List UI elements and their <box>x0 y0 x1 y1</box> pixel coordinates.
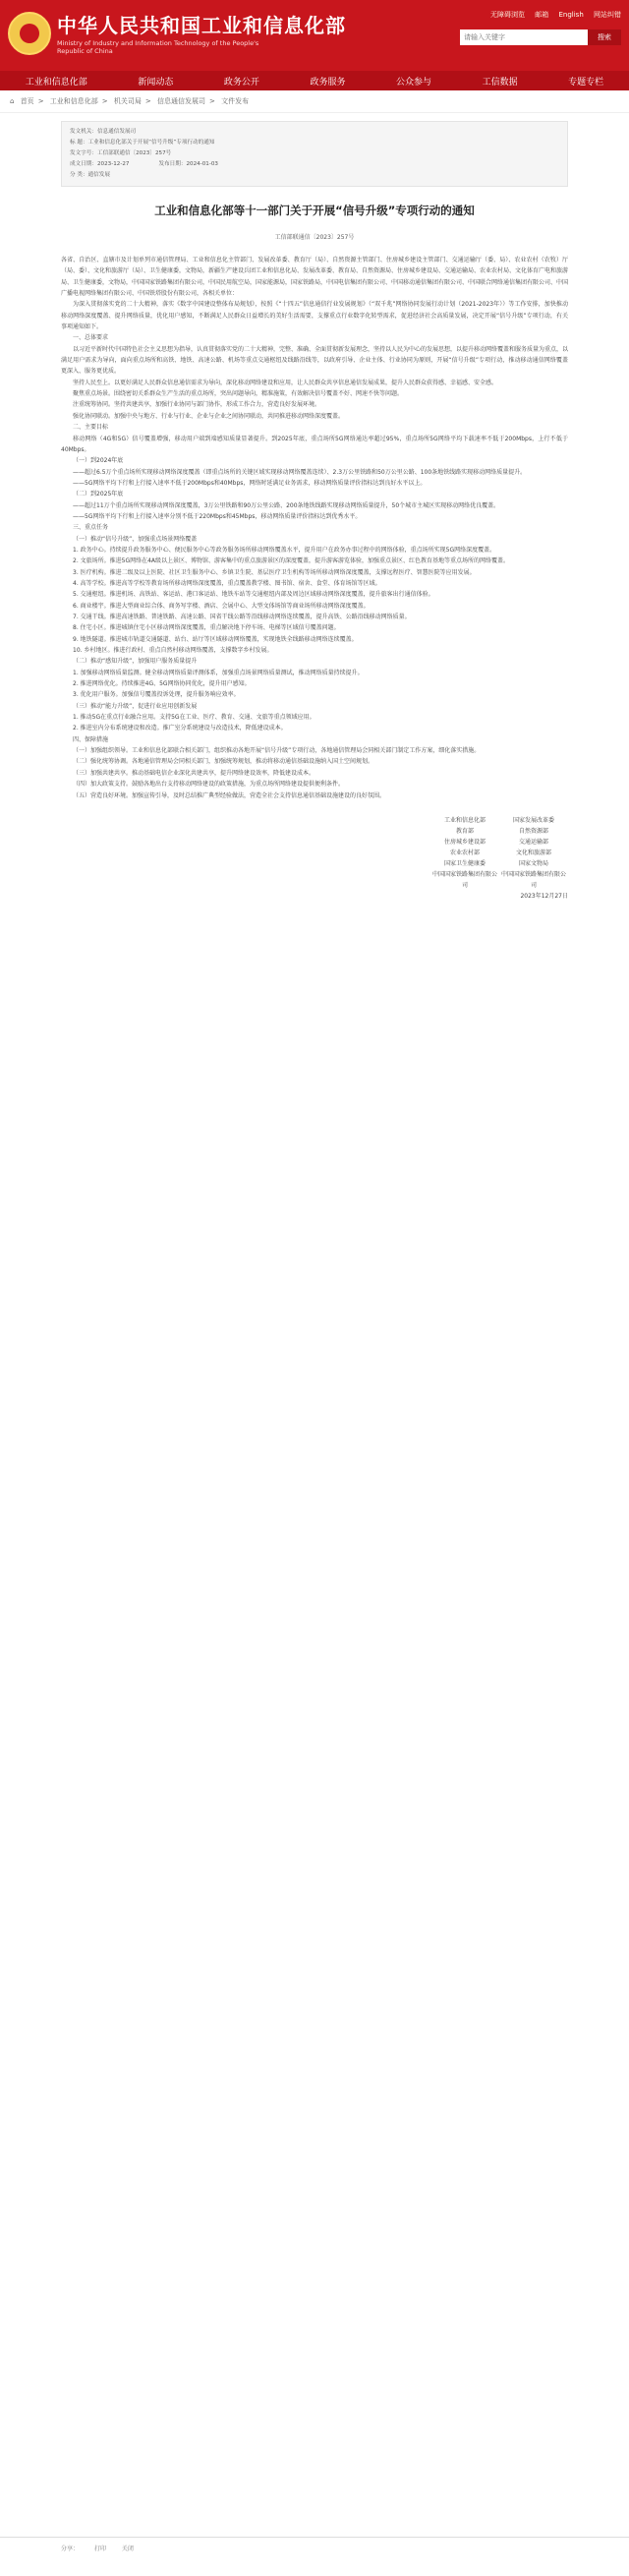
paragraph: 1. 推动5G在重点行业融合应用。支持5G在工业、医疗、教育、交通、文旅等重点领域应用。 <box>73 714 315 722</box>
signer: 中国国家铁路集团有限公司 <box>431 870 497 889</box>
nav-public[interactable]: 公众参与 <box>396 77 432 88</box>
signer: 农业农村部 <box>449 849 480 856</box>
share-label: 分享： <box>61 2546 80 2552</box>
signer: 文化和旅游部 <box>515 849 551 856</box>
paragraph: （一）推动“信号升级”，加强重点场景网络覆盖 <box>73 535 198 543</box>
paragraph: 强化协同联动。加强中央与地方、行业与行业、企业与企业之间协同联动，共同推进移动网络深度覆盖。 <box>73 412 345 420</box>
breadcrumb-dept[interactable]: 信息通信发展司 <box>157 97 206 105</box>
paragraph: 各省、自治区、直辖市及计划单列市通信管理局、工业和信息化主管部门、发展改革委、教育厅（局）、自然资源主管部门、住房城乡建设主管部门、交通运输厅（委、局）、农业农村（农牧）厅（局、委）、文化和旅游厅（局）、卫生健康委，文物局，新疆生产建设兵团工业和信息化局、发展改革委、教育局、自然资源局、住房城乡建设局、交通运输局、农业农村局、文化体育广电和旅游局、卫生健康委，文物局，中国国家铁路集团有限公司，中国民用航空局，国家能源局，国家铁路局，中国电信集团有限公司、中国移动通信集团有限公司、中国联合网络通信集团有限公司、中国广播电视网络集团有限公司、中国铁塔股份有限公司，各相关单位： <box>61 257 569 298</box>
paragraph: 二、主要目标 <box>73 424 109 432</box>
link-accessibility[interactable]: 无障碍浏览 <box>490 11 526 19</box>
search-input[interactable] <box>460 29 588 45</box>
paragraph: ——超过6.5万个重点场所实现移动网络深度覆盖（即重点场所的关键区域实现移动网络覆盖连续）、2.3万公里铁路和50万公里公路、100条地铁线路实现移动网络质量提升。 <box>73 468 527 476</box>
paragraph: 1. 政务中心。持续提升政务服务中心、便民服务中心等政务服务场所移动网络覆盖水平，提升用户在政务办事过程中的网络体验，重点场所实现5G网络深度覆盖。 <box>73 546 496 554</box>
paragraph: （二）推动“感知升级”，加强用户服务质量提升 <box>73 658 198 666</box>
paragraph: ——超过11万个重点场所实现移动网络深度覆盖，3万公里铁路和90万公里公路、200条地铁线路实现移动网络质量提升，50个城市主城区实现移动网络优良覆盖。 <box>73 501 500 509</box>
document-number: 工信部联通信〔2023〕257号 <box>274 234 355 241</box>
paragraph: 2. 文旅场所。推进5G网络在4A级以上景区、博物馆、游客集中的重点旅游景区的深度覆盖，提升游客游览体验，加强重点景区、红色教育基地等重点场所的网络覆盖。 <box>73 557 510 565</box>
meta-doc-no: 发文字号：工信部联通信〔2023〕257号 <box>70 150 172 156</box>
signer: 交通运输部 <box>518 838 548 846</box>
signer: 中国国家铁路集团有限公司 <box>500 870 566 889</box>
nav-gov-info[interactable]: 政务公开 <box>223 77 259 88</box>
meta-date: 成文日期：2023-12-27 <box>70 161 130 167</box>
paragraph: 6. 商业楼宇。推进大型商业综合体、商务写字楼、酒店、会展中心、大型文体场馆等商业场所移动网络深度覆盖。 <box>73 602 370 610</box>
paragraph: （四）加大政策支持。鼓励各地出台支持移动网络建设的政策措施，为重点场所网络建设提供便利条件。 <box>73 781 345 789</box>
signer: 国家文物局 <box>518 859 548 867</box>
paragraph: （一）到2024年底 <box>73 457 124 465</box>
document-title: 工业和信息化部等十一部门关于开展“信号升级”专项行动的通知 <box>154 204 475 217</box>
meta-index: 发文机关：信息通信发展司 <box>70 129 137 135</box>
paragraph: 9. 地铁隧道。推进城市轨道交通隧道、站台、站厅等区域移动网络覆盖，实现地铁全线路移动网络连续覆盖。 <box>73 635 358 643</box>
paragraph: ——5G网络平均下行和上行接入速率不低于200Mbps和40Mbps，网络时延满足业务需求，移动网络质量评价指标达到良好水平以上。 <box>73 479 427 487</box>
paragraph: ——5G网络平均下行和上行接入速率分别不低于220Mbps和45Mbps，移动网络质量评价指标达到优秀水平。 <box>73 512 362 520</box>
print-button[interactable]: 打印 <box>93 2546 106 2552</box>
paragraph: 注重统筹协同。坚持共建共享，加强行业协同与部门协作，形成工作合力，营造良好发展环境。 <box>73 401 321 409</box>
link-english[interactable]: English <box>558 11 584 19</box>
breadcrumb-home[interactable]: 首页 <box>20 97 34 105</box>
page-footer <box>0 2537 629 2576</box>
paragraph: 3. 优化用户服务。加强信号覆盖投诉处理，提升服务响应效率。 <box>73 691 240 699</box>
paragraph: 2. 推进室内分布系统建设和改造。推广室分系统建设与改造技术，降低建设成本。 <box>73 725 287 732</box>
nav-special[interactable]: 专题专栏 <box>568 77 604 88</box>
nav-gov-service[interactable]: 政务服务 <box>310 77 346 88</box>
signer: 住房城乡建设部 <box>443 838 486 846</box>
paragraph: 三、重点任务 <box>73 524 109 532</box>
paragraph: 一、总体要求 <box>73 334 109 342</box>
paragraph: 3. 医疗机构。推进二级及以上医院、社区卫生服务中心、乡镇卫生院、基层医疗卫生机构等场所移动网络深度覆盖，支撑远程医疗、智慧医院等应用发展。 <box>73 568 476 576</box>
paragraph: （三）推动“能力升级”，促进行业应用创新发展 <box>73 702 198 710</box>
document-paragraphs <box>61 255 568 801</box>
paragraph: 为深入贯彻落实党的二十大精神，落实《数字中国建设整体布局规划》，按照《“十四五”信息通信行业发展规划》（“双千兆”网络协同发展行动计划（2021-2023年））等工作安排，加快推动移动网络深度覆盖、提升网络质量，优化用户感知，不断满足人民群众日益增长的美好生活需要，支撑重点行业数字化转型需求，促进经济社会高质量发展，决定开展“信号升级”专项行动，有关事项通知如下。 <box>61 301 568 331</box>
breadcrumb: ⌂ 首页 > 工业和信息化部 > 机关司局 > 信息通信发展司 > 文件发布 <box>0 90 629 113</box>
paragraph: （一）加强组织领导。工业和信息化部联合相关部门，组织推动各地开展“信号升级”专项行动，各地通信管理局会同相关部门制定工作方案，细化落实措施。 <box>73 747 481 755</box>
signer: 教育部 <box>455 827 474 835</box>
site-name[interactable]: 中华人民共和国工业和信息化部 <box>57 14 346 37</box>
national-emblem-icon <box>8 12 51 55</box>
nav-data[interactable]: 工信数据 <box>482 77 518 88</box>
signer: 国家卫生健康委 <box>443 859 486 867</box>
paragraph: （二）到2025年底 <box>73 491 124 498</box>
site-english-name: Ministry of Industry and Information Technology of the People's Republic of China <box>57 39 259 55</box>
signer: 自然资源部 <box>518 827 548 835</box>
signer: 国家发展改革委 <box>512 816 554 824</box>
top-links <box>483 10 621 20</box>
paragraph: 四、保障措施 <box>73 735 109 743</box>
nav-news[interactable]: 新闻动态 <box>138 77 174 88</box>
paragraph: 坚持人民至上。以更好满足人民群众信息通信需求为导向，深化移动网络建设和应用，让人民群众共享信息通信发展成果，提升人民群众获得感、幸福感、安全感。 <box>73 379 498 386</box>
breadcrumb-ministry[interactable]: 工业和信息化部 <box>49 97 98 105</box>
paragraph: （三）加强共建共享。推动基础电信企业深化共建共享，提升网络建设效率，降低建设成本。 <box>73 769 315 777</box>
signer: 工业和信息化部 <box>443 816 486 824</box>
paragraph: 8. 住宅小区。推进城镇住宅小区移动网络深度覆盖，重点解决地下停车场、电梯等区域信号覆盖问题。 <box>73 624 340 632</box>
paragraph: 聚焦重点场景。围绕密切关系群众生产生活的重点场所，突出问题导向，精准施策，有效解决信号覆盖不好、网速不快等问题。 <box>73 390 404 398</box>
document-date: 2023年12月27日 <box>520 892 568 900</box>
paragraph: 4. 高等学校。推进高等学校等教育场所移动网络深度覆盖，重点覆盖教学楼、图书馆、宿舍、食堂、体育场馆等区域。 <box>73 579 381 587</box>
paragraph: 2. 推进网络优化。持续推进4G、5G网络协同优化，提升用户感知。 <box>73 680 251 688</box>
meta-publish: 发布日期：2024-01-03 <box>158 161 218 167</box>
paragraph: 以习近平新时代中国特色社会主义思想为指导，认真贯彻落实党的二十大精神，完整、准确、全面贯彻新发展理念，坚持以人民为中心的发展思想，以提升移动网络覆盖和服务质量为重点，以满足用户需求为导向，面向重点场所和高铁、地铁、高速公路、机场等重点交通枢纽及线路沿线等，以政府引导、企业主体、行业协同为原则，开展“信号升级”专项行动，推动移动通信网络覆盖更深入、服务更优质。 <box>61 345 569 376</box>
site-header <box>0 0 629 71</box>
search-button[interactable]: 搜索 <box>588 29 621 45</box>
main-nav <box>0 71 629 90</box>
paragraph: 7. 交通干线。推进高速铁路、普速铁路、高速公路、国省干线公路等沿线移动网络连续覆盖，提升高铁、公路沿线移动网络质量。 <box>73 614 411 620</box>
paragraph: 移动网络（4G和5G）信号覆盖增强，移动用户端到端感知质量显著提升。到2025年底，重点场所5G网络通达率超过95%，重点场所5G网络平均下载速率不低于200Mbps，上行不低于40Mbps。 <box>61 435 568 453</box>
nav-home[interactable]: 工业和信息化部 <box>25 77 87 88</box>
document-meta <box>61 121 568 187</box>
breadcrumb-docs[interactable]: 文件发布 <box>221 97 250 105</box>
paragraph: 5. 交通枢纽。推进机场、高铁站、客运站、港口客运站、地铁车站等交通枢纽内部及周边区域移动网络深度覆盖，提升旅客出行通信体验。 <box>73 591 434 599</box>
breadcrumb-departments[interactable]: 机关司局 <box>113 97 142 105</box>
meta-title: 标 题：工业和信息化部关于开展“信号升级”专项行动的通知 <box>70 140 215 146</box>
paragraph: 10. 乡村地区。推进行政村、重点自然村移动网络覆盖，支撑数字乡村发展。 <box>73 647 273 655</box>
meta-category: 分 类：通信发展 <box>70 172 110 178</box>
home-icon: ⌂ <box>10 97 15 105</box>
paragraph: （二）强化统筹协调。各地通信管理局会同相关部门，加强统筹规划，推动将移动通信基础设施纳入国土空间规划。 <box>73 758 374 766</box>
link-report-error[interactable]: 网站纠错 <box>594 11 621 19</box>
document-body <box>61 203 568 902</box>
close-button[interactable]: 关闭 <box>121 2546 134 2552</box>
paragraph: 1. 加强移动网络质量监测。健全移动网络质量评测体系，加强重点场景网络质量测试，推动网络质量持续提升。 <box>73 669 364 676</box>
paragraph: （五）营造良好环境。加强宣传引导，及时总结推广典型经验做法，营造全社会支持信息通信基础设施建设的良好氛围。 <box>73 791 386 799</box>
link-mailbox[interactable]: 邮箱 <box>535 11 549 19</box>
signature-block <box>61 815 568 902</box>
